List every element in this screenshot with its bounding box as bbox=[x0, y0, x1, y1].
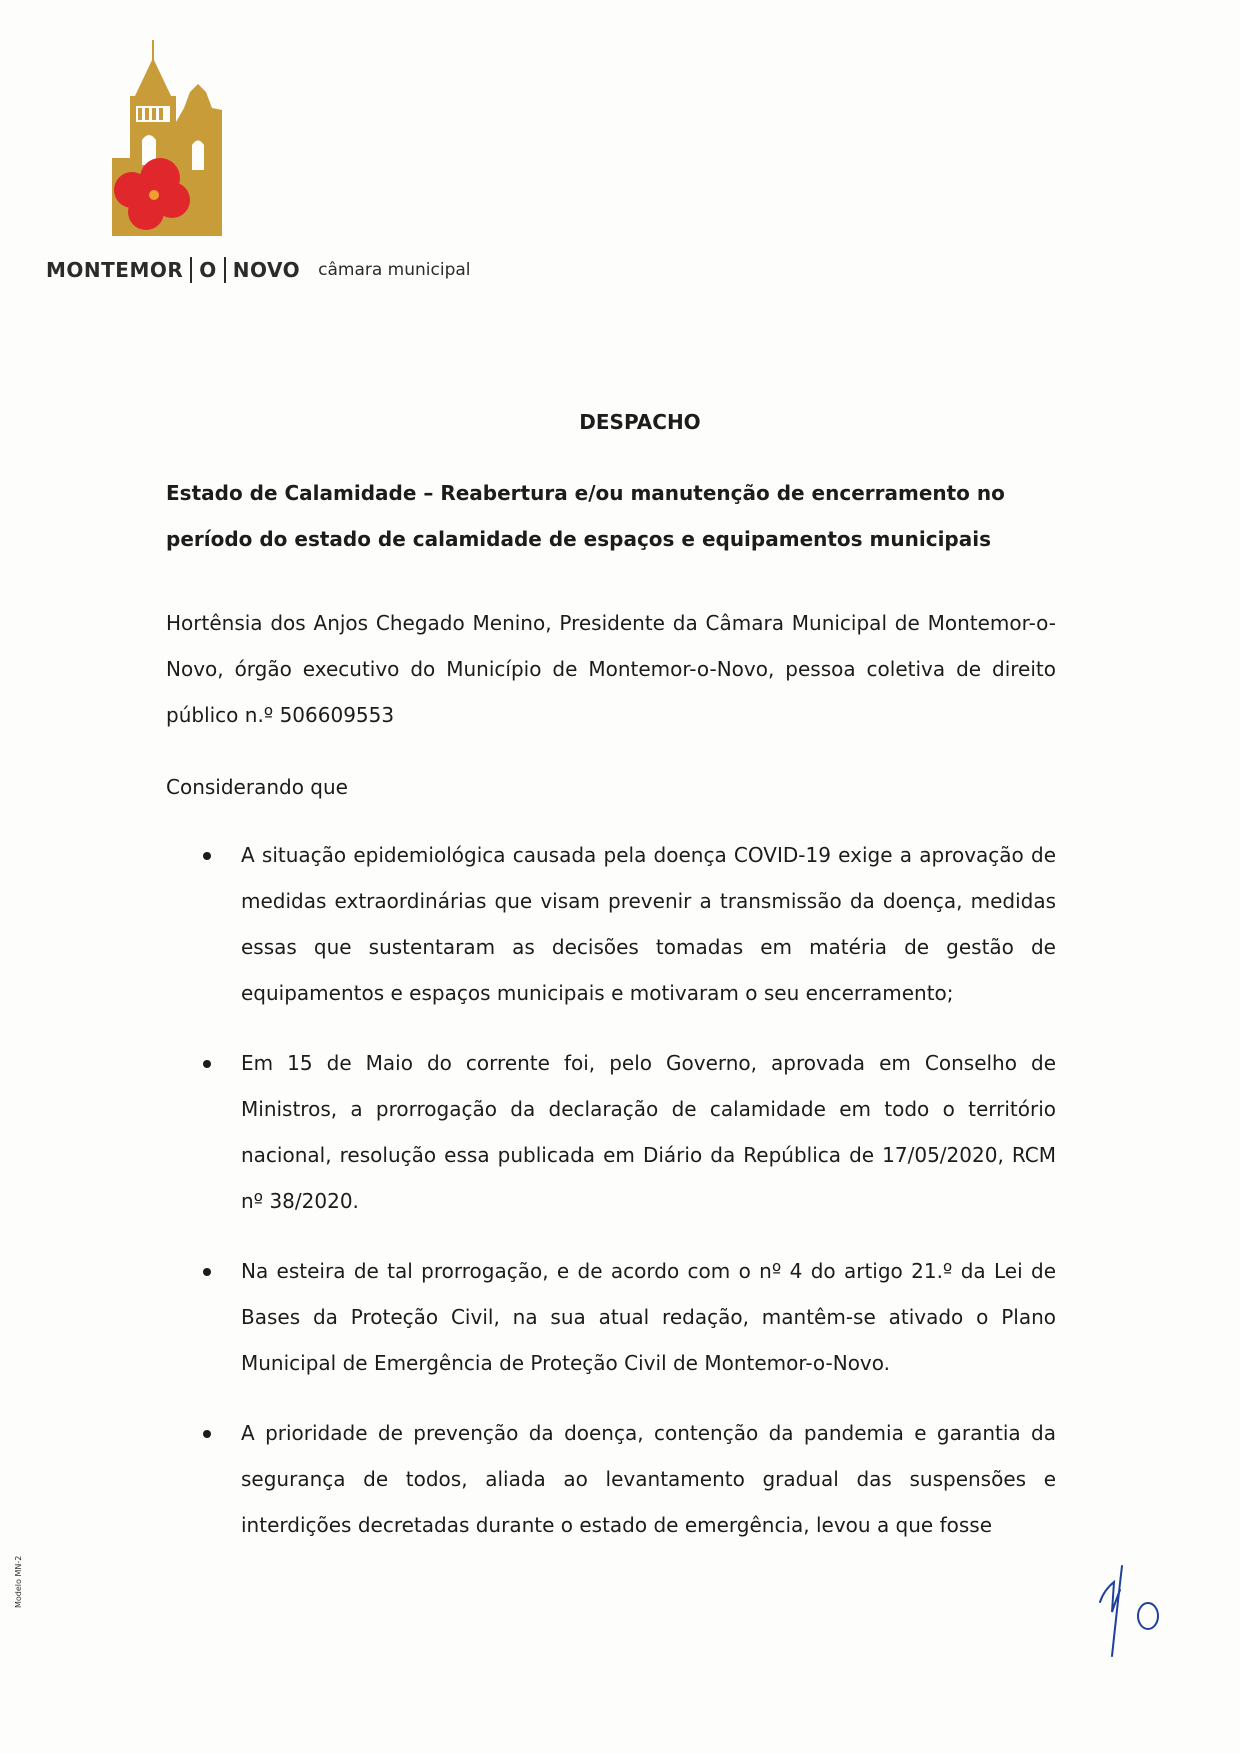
handwritten-initials-signature bbox=[1090, 1560, 1180, 1660]
considerations-list bbox=[166, 832, 1056, 1572]
model-note: Modelo MN-2 bbox=[14, 1555, 23, 1608]
church-tower-logo-icon bbox=[112, 40, 222, 245]
list-item: Na esteira de tal prorrogação, e de acordo com o nº 4 do artigo 21.º da Lei de Bases da Proteção Civil, na sua atual redação, mantêm-se ativado o Plano Municipal de Emergência de Proteção Civil de Montemor-o-Novo. bbox=[166, 1248, 1056, 1386]
list-item: A situação epidemiológica causada pela doença COVID-19 exige a aprovação de medidas extraordinárias que visam prevenir a transmissão da doença, medidas essas que sustentaram as decisões tomadas em matéria de gestão de equipamentos e espaços municipais e motivaram o seu encerramento; bbox=[166, 832, 1056, 1016]
document-title: DESPACHO bbox=[579, 410, 701, 434]
logo-divider bbox=[190, 257, 192, 283]
intro-paragraph: Hortênsia dos Anjos Chegado Menino, Presidente da Câmara Municipal de Montemor-o-Novo, órgão executivo do Município de Montemor-o-Novo, pessoa coletiva de direito público n.º 506609553 bbox=[166, 611, 1056, 727]
considering-paragraph: Considerando que bbox=[166, 775, 348, 799]
logo-word-montemor: MONTEMOR bbox=[46, 258, 184, 282]
logo-wordmark bbox=[46, 255, 471, 285]
logo-word-o: O bbox=[199, 258, 217, 282]
document-subject: Estado de Calamidade – Reabertura e/ou manutenção de encerramento no período do estado de calamidade de espaços e equipamentos municipais bbox=[166, 481, 1005, 551]
list-item: Em 15 de Maio do corrente foi, pelo Governo, aprovada em Conselho de Ministros, a prorrogação da declaração de calamidade em todo o território nacional, resolução essa publicada em Diário da República de 17/05/2020, RCM nº 38/2020. bbox=[166, 1040, 1056, 1224]
logo-word-novo: NOVO bbox=[232, 258, 301, 282]
list-item: A prioridade de prevenção da doença, contenção da pandemia e garantia da segurança de todos, aliada ao levantamento gradual das suspensões e interdições decretadas durante o estado de emergência, levou a que fosse bbox=[166, 1410, 1056, 1548]
logo-divider bbox=[224, 257, 226, 283]
logo-subtitle: câmara municipal bbox=[318, 260, 471, 280]
